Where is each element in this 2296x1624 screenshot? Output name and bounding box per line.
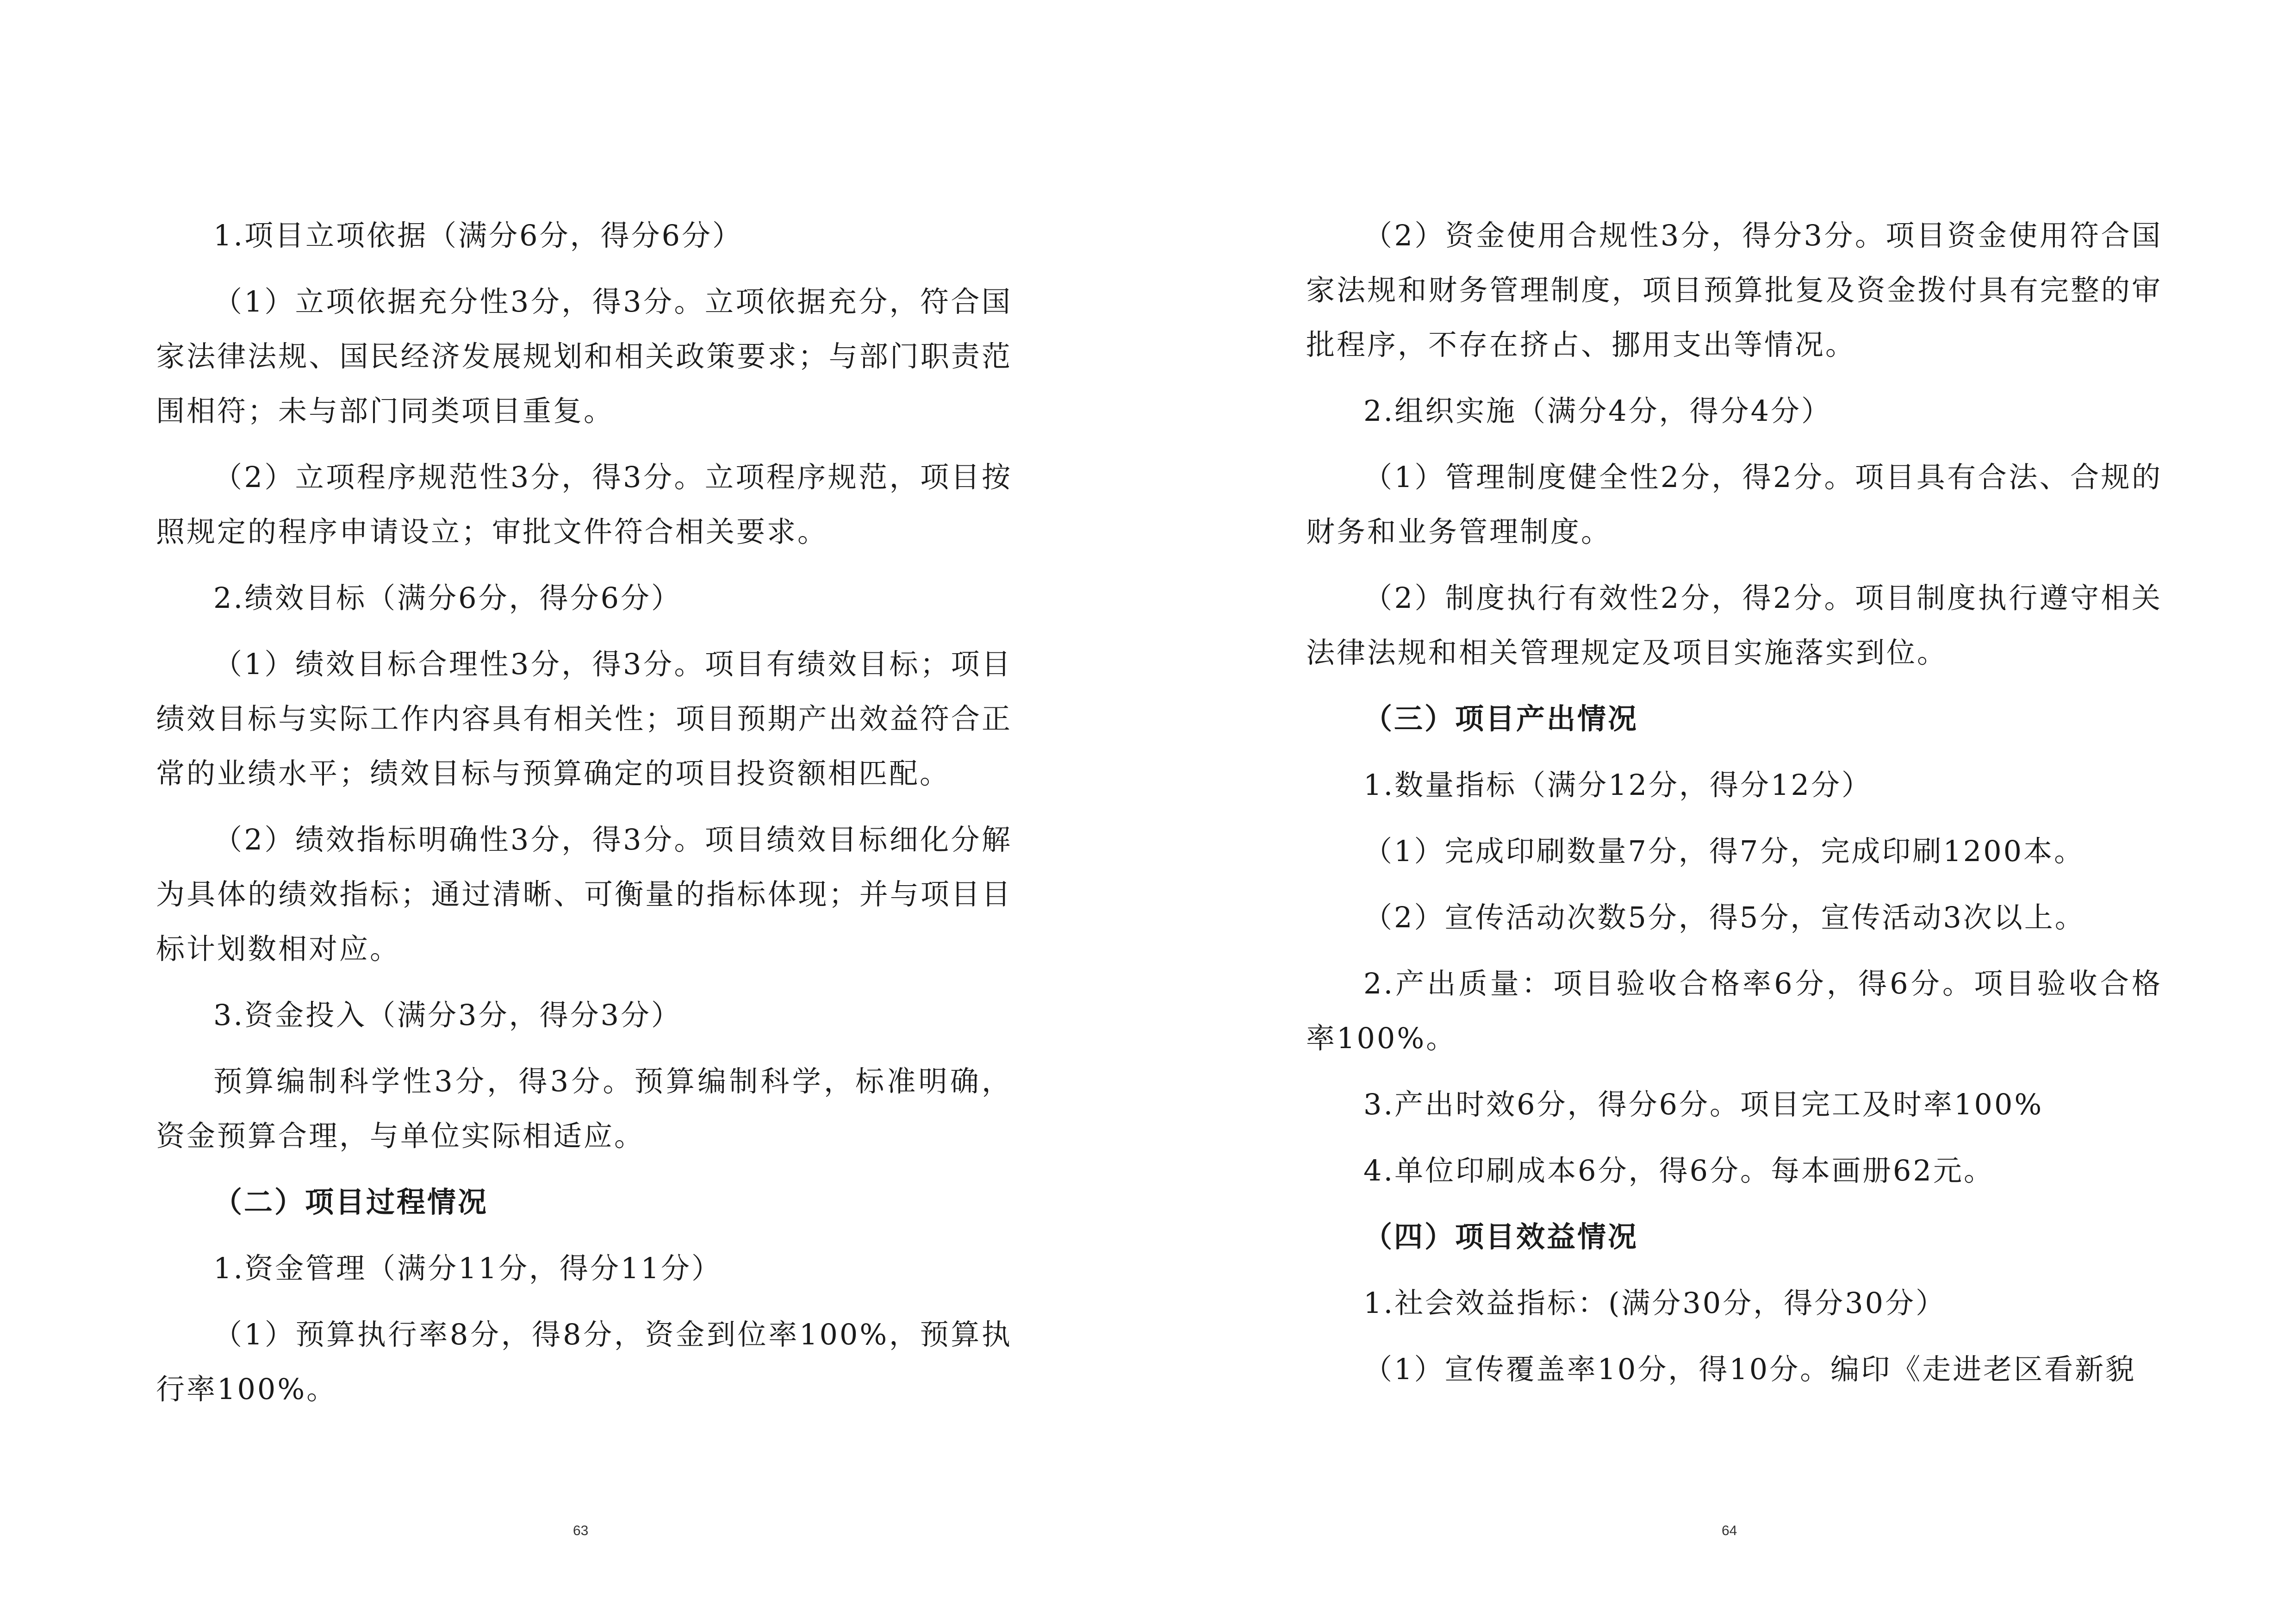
paragraph: （2）绩效指标明确性3分，得3分。项目绩效目标细化分解为具体的绩效指标；通过清晰、可衡量的指标体现；并与项目目标计划数相对应。 [156, 823, 1012, 966]
heading-social-benefit: 1.社会效益指标：(满分30分，得分30分） [1363, 1286, 1947, 1320]
heading-organization: 2.组织实施（满分4分，得分4分） [1363, 394, 1832, 428]
section-heading-benefit: （四）项目效益情况 [1363, 1220, 1639, 1254]
paragraph: （2）制度执行有效性2分，得2分。项目制度执行遵守相关法律法规和相关管理规定及项目实施落实到位。 [1306, 581, 2162, 669]
paragraph: （2）资金使用合规性3分，得分3分。项目资金使用符合国家法规和财务管理制度，项目预算批复及资金拨付具有完整的审批程序，不存在挤占、挪用支出等情况。 [1306, 219, 2162, 362]
paragraph: （2）立项程序规范性3分，得3分。立项程序规范，项目按照规定的程序申请设立；审批文件符合相关要求。 [156, 460, 1012, 549]
heading-performance-target: 2.绩效目标（满分6分，得分6分） [213, 581, 682, 615]
paragraph: （1）管理制度健全性2分，得2分。项目具有合法、合规的财务和业务管理制度。 [1306, 460, 2162, 549]
paragraph: 预算编制科学性3分，得3分。预算编制科学，标准明确，资金预算合理，与单位实际相适应。 [156, 1064, 1012, 1153]
page-number: 63 [573, 1523, 589, 1538]
page-number: 64 [1722, 1523, 1737, 1538]
paragraph: 4.单位印刷成本6分，得6分。每本画册62元。 [1363, 1154, 1994, 1187]
paragraph: （1）宣传覆盖率10分，得10分。编印《走进老区看新貌 [1363, 1352, 2136, 1386]
paragraph: （1）立项依据充分性3分，得3分。立项依据充分，符合国家法律法规、国民经济发展规划和相关政策要求；与部门职责范围相符；未与部门同类项目重复。 [156, 285, 1012, 428]
section-heading-process: （二）项目过程情况 [213, 1185, 489, 1219]
heading-quantity-indicator: 1.数量指标（满分12分，得分12分） [1363, 768, 1872, 802]
right-page-body [1306, 208, 2162, 1408]
paragraph: （2）宣传活动次数5分，得5分，宣传活动3次以上。 [1363, 900, 2085, 934]
left-page-body [156, 208, 1012, 1428]
paragraph: 3.产出时效6分，得分6分。项目完工及时率100% [1363, 1087, 2044, 1121]
section-heading-output: （三）项目产出情况 [1363, 702, 1639, 736]
paragraph: 2.产出质量：项目验收合格率6分，得6分。项目验收合格率100%。 [1306, 967, 2162, 1055]
paragraph: （1）绩效目标合理性3分，得3分。项目有绩效目标；项目绩效目标与实际工作内容具有相关性；项目预期产出效益符合正常的业绩水平；绩效目标与预算确定的项目投资额相匹配。 [156, 647, 1012, 790]
heading-fund-management: 1.资金管理（满分11分，得分11分） [213, 1251, 722, 1285]
heading-fund-input: 3.资金投入（满分3分，得分3分） [213, 998, 682, 1032]
paragraph: （1）预算执行率8分，得8分，资金到位率100%，预算执行率100%。 [156, 1318, 1012, 1406]
paragraph: （1）完成印刷数量7分，得7分，完成印刷1200本。 [1363, 834, 2085, 868]
heading-project-basis: 1.项目立项依据（满分6分，得分6分） [213, 219, 743, 252]
